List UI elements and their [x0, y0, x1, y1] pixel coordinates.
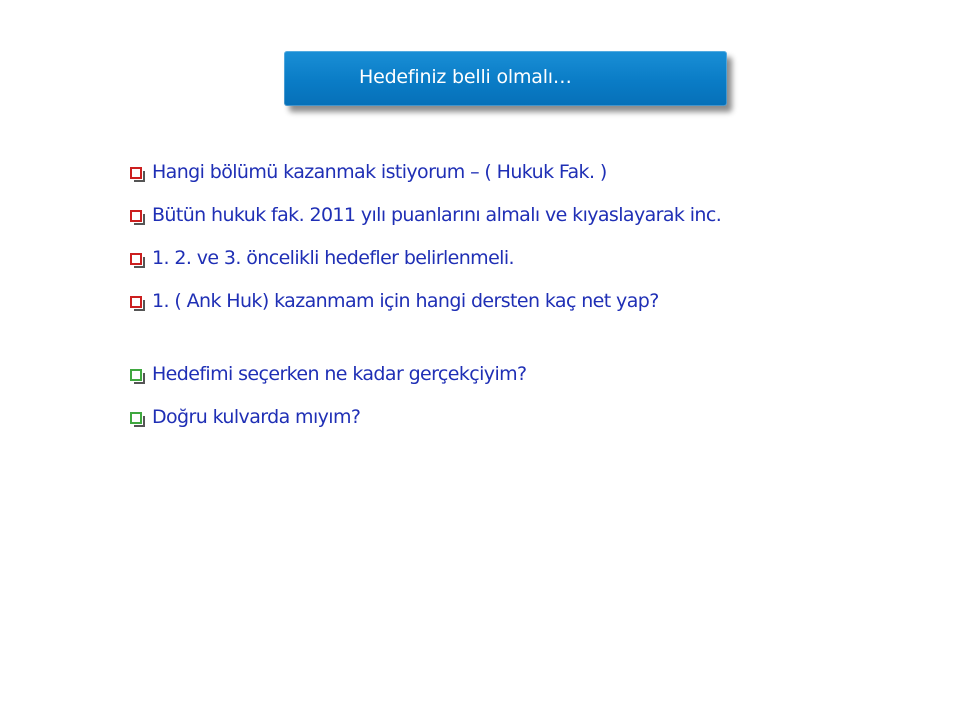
list-item: [130, 363, 527, 385]
list-item: [130, 247, 514, 269]
list-item-text: 1. 2. ve 3. öncelikli hedefler belirlenmeli.: [152, 247, 514, 269]
list-item: [130, 204, 721, 226]
checkbox-bullet-icon: [130, 167, 142, 179]
list-item: [130, 406, 360, 428]
checkbox-bullet-icon: [130, 296, 142, 308]
list-item-text: 1. ( Ank Huk) kazanmam için hangi dersten kaç net yap?: [152, 290, 659, 312]
list-item: [130, 161, 607, 183]
checkbox-bullet-icon: [130, 253, 142, 265]
list-item: [130, 290, 659, 312]
checkbox-bullet-icon: [130, 412, 142, 424]
list-item-text: Hangi bölümü kazanmak istiyorum – ( Hukuk Fak. ): [152, 161, 607, 183]
checkbox-bullet-icon: [130, 369, 142, 381]
checkbox-bullet-icon: [130, 210, 142, 222]
list-item-text: Doğru kulvarda mıyım?: [152, 406, 361, 428]
list-item-text: Bütün hukuk fak. 2011 yılı puanlarını almalı ve kıyaslayarak inc.: [152, 204, 722, 226]
list-item-text: Hedefimi seçerken ne kadar gerçekçiyim?: [152, 363, 527, 385]
title-banner: [284, 51, 727, 106]
slide-title: Hedefiniz belli olmalı…: [359, 66, 572, 88]
